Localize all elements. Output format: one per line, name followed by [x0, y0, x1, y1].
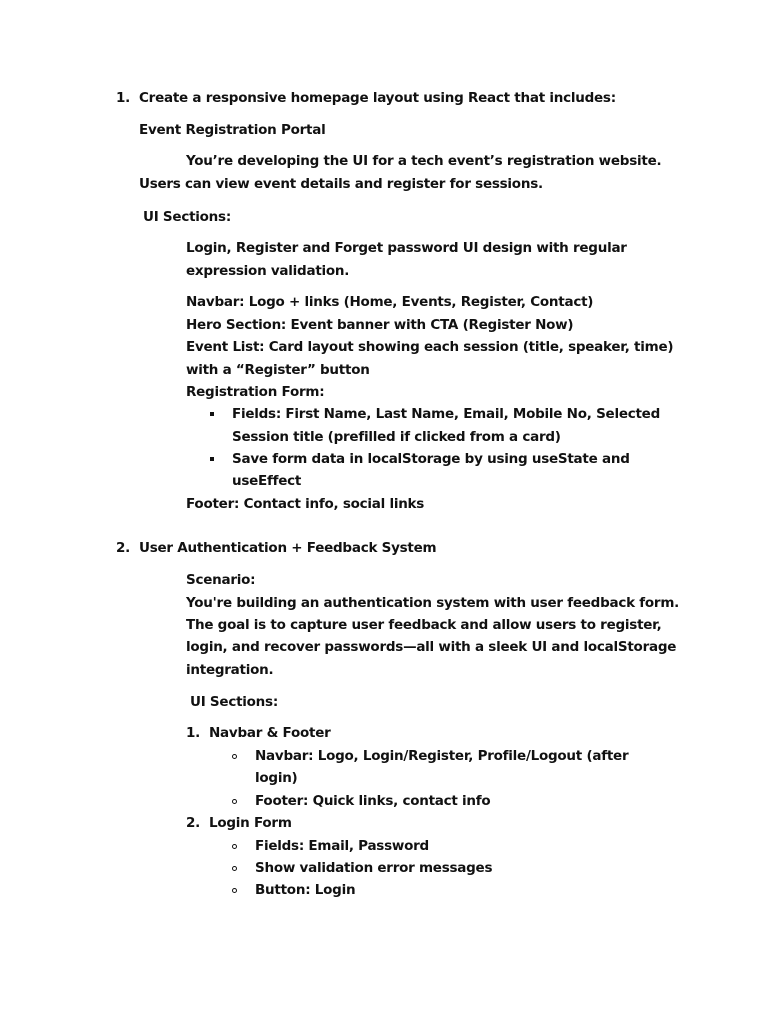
circle-bullet-icon	[232, 888, 237, 893]
navbar-subitem-line-1: Navbar: Logo, Login/Register, Profile/Logout (after	[255, 748, 629, 764]
scenario-line-1: You're building an authentication system with user feedback form.	[186, 595, 680, 611]
scenario-line-3: login, and recover passwords—all with a sleek UI and localStorage	[186, 639, 677, 655]
square-bullet-icon	[210, 457, 214, 461]
item-1-label: Navbar & Footer	[209, 725, 331, 741]
section-2-heading: User Authentication + Feedback System	[139, 540, 437, 556]
item-1-number: 1.	[186, 725, 201, 741]
item-2-label: Login Form	[209, 815, 292, 831]
square-bullet-icon	[210, 412, 214, 416]
section-1-intro-line-2: Users can view event details and register for sessions.	[139, 176, 543, 192]
footer-requirement: Footer: Contact info, social links	[186, 496, 425, 512]
login-fields-subitem: Fields: Email, Password	[255, 838, 429, 854]
login-button-subitem: Button: Login	[255, 882, 356, 898]
event-list-requirement-line-1: Event List: Card layout showing each session (title, speaker, time)	[186, 339, 674, 355]
circle-bullet-icon	[232, 799, 237, 804]
section-2-number: 2.	[116, 540, 131, 556]
event-list-requirement-line-2: with a “Register” button	[186, 362, 370, 378]
navbar-subitem-line-2: login)	[255, 770, 298, 786]
section-2-ui-sections-label: UI Sections:	[190, 694, 278, 710]
section-1-heading: Create a responsive homepage layout using React that includes:	[139, 90, 616, 106]
bullet-fields-line-2: Session title (prefilled if clicked from a card)	[232, 429, 561, 445]
scenario-label: Scenario:	[186, 572, 256, 588]
bullet-storage-line-1: Save form data in localStorage by using useState and	[232, 451, 630, 467]
circle-bullet-icon	[232, 754, 237, 759]
auth-requirement-line-2: expression validation.	[186, 263, 350, 279]
scenario-line-4: integration.	[186, 662, 274, 678]
auth-requirement-line-1: Login, Register and Forget password UI design with regular	[186, 240, 627, 256]
section-1-ui-sections-label: UI Sections:	[143, 209, 231, 225]
validation-messages-subitem: Show validation error messages	[255, 860, 493, 876]
section-1-number: 1.	[116, 90, 131, 106]
footer-subitem: Footer: Quick links, contact info	[255, 793, 491, 809]
scenario-line-2: The goal is to capture user feedback and allow users to register,	[186, 617, 662, 633]
bullet-storage-line-2: useEffect	[232, 473, 302, 489]
section-1-title: Event Registration Portal	[139, 122, 326, 138]
circle-bullet-icon	[232, 866, 237, 871]
section-1-intro-line-1: You’re developing the UI for a tech event’s registration website.	[186, 153, 662, 169]
registration-form-label: Registration Form:	[186, 384, 325, 400]
hero-requirement: Hero Section: Event banner with CTA (Register Now)	[186, 317, 574, 333]
bullet-fields-line-1: Fields: First Name, Last Name, Email, Mobile No, Selected	[232, 406, 661, 422]
navbar-requirement: Navbar: Logo + links (Home, Events, Register, Contact)	[186, 294, 594, 310]
circle-bullet-icon	[232, 844, 237, 849]
item-2-number: 2.	[186, 815, 201, 831]
